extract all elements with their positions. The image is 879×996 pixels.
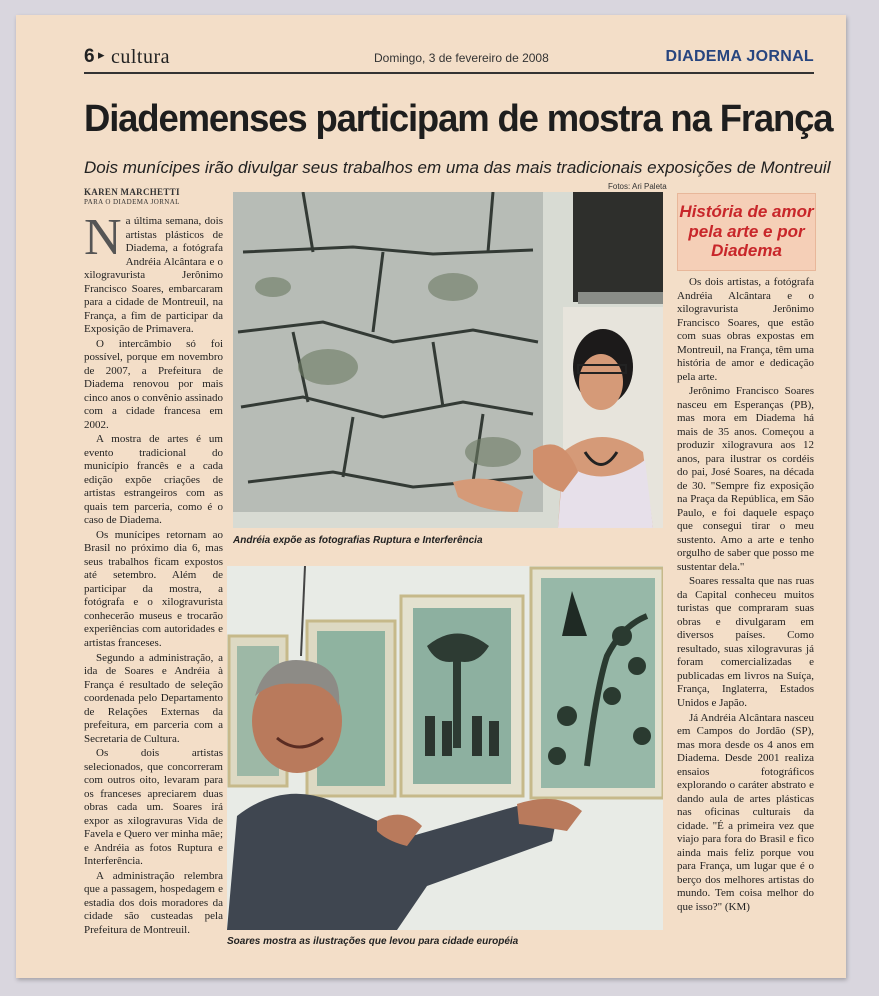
photo-credit: Fotos: Ari Paleta — [608, 182, 667, 191]
section-name: cultura — [111, 46, 171, 68]
sidebar-paragraph: Jerônimo Francisco Soares nasceu em Esperanças (PB), mas mora em Diadema há mais de 35 anos. Começou a produzir xilogravura aos 12 anos, para ilustrar os cordéis do pai, José Soares, na década de 30. "Sempre fiz exposição na Praça da República, em São Paulo, e foi daquele espaço que consegui tirar o meu sustento. Amo a arte e tenho orgulho de saber que posso me sustentar dela." — [677, 385, 814, 573]
article-paragraph: Os dois artistas selecionados, que concorreram com outros oito, levaram para os franceses apreciarem duas obras cada um. Soares irá expor as xilogravuras Vida de Favela e Quero ver minha mãe; e Andréia as fotos Ruptura e Interferência. — [84, 747, 223, 868]
issue-date: Domingo, 3 de fevereiro de 2008 — [374, 51, 549, 65]
article-paragraph: A mostra de artes é um evento tradicional do município francês e a cada edição expõe criações de artistas estrangeiros com as quais tem parceria, como é o caso de Diadema. — [84, 433, 223, 527]
photo-andreia-illustration — [233, 192, 663, 528]
sidebar-body — [677, 276, 814, 915]
photo-soares-exhibit — [227, 566, 663, 930]
article-paragraph: A administração relembra que a passagem, hospedagem e estadia dos dois moradores da cidade são custeadas pela Prefeitura de Montreuil. — [84, 869, 223, 936]
article-paragraph: Na última semana, dois artistas plásticos de Diadema, a fotógrafa Andréia Alcântara e o xilogravurista Jerônimo Francisco Soares, embarcaram para a cidade de Montreuil, na França, a fim de participar da Exposição de Primavera. — [84, 209, 223, 336]
article-paragraph: O intercâmbio só foi possível, porque em novembro de 2007, a Prefeitura de Diadema renovou por mais cinco anos o convênio assinado com a cidade francesa em 2002. — [84, 337, 223, 431]
masthead: DIADEMA JORNAL — [665, 48, 814, 65]
sidebar-title-box — [677, 193, 816, 271]
author-affiliation: PARA O DIADEMA JORNAL — [84, 198, 180, 206]
sidebar-paragraph: Soares ressalta que nas ruas da Capital conheceu muitos turistas que compraram suas obras e divulgaram em diversos países. Como resultado, suas xilogravuras já foram comercializadas e publicadas em livros na Suíça, França, Inglaterra, Estados Unidos e Japão. — [677, 575, 814, 709]
article-paragraph: Segundo a administração, a ida de Soares e Andréia à França é resultado de seleção coordenada pelo Departamento de Relações Externas da prefeitura, em parceria com a Secretaria de Cultura. — [84, 651, 223, 745]
arrow-icon: ▸ — [98, 48, 105, 63]
sidebar-title: História de amor pela arte e por Diadema — [679, 202, 814, 261]
headline: Diademenses participam de mostra na França — [84, 98, 833, 140]
subheadline: Dois munícipes irão divulgar seus trabalhos em uma das mais tradicionais exposições de Montreuil — [84, 158, 831, 177]
photo-caption: Andréia expõe as fotografias Ruptura e Interferência — [233, 535, 483, 546]
article-paragraph: Os munícipes retornam ao Brasil no próximo dia 6, mas seus trabalhos ficam expostos até setembro. Além de participar da mostra, a fotógrafa e o xilogravurista conhecerão museus e trocarão experiências com autoridades e artistas franceses. — [84, 528, 223, 649]
photo-caption: Soares mostra as ilustrações que levou para cidade européia — [227, 936, 519, 947]
page-header — [84, 48, 814, 74]
photo-andreia-exhibit — [233, 192, 663, 528]
sidebar-paragraph: Os dois artistas, a fotógrafa Andréia Alcântara e o xilogravurista Jerônimo Francisco Soares, que estão com suas obras expostas em Montreuil, na França, têm uma história de amor e dedicação pela arte. — [677, 276, 814, 383]
sidebar-paragraph: Já Andréia Alcântara nasceu em Campos do Jordão (SP), mas mora desde os 4 anos em Diadema. Desde 2001 realiza ensaios fotográficos explorando o caráter abstrato e dando aula de artes plásticas nas oficinas culturais da cidade. "É a primeira vez que viajo para fora do Brasil e fico ainda mais feliz porque vou para França, um lugar que é o berço dos melhores artistas do mundo. Tem coisa melhor do que isso?" (KM) — [677, 711, 814, 913]
article-body — [84, 209, 223, 938]
photo-soares-illustration — [227, 566, 663, 930]
page-number: 6 — [84, 46, 95, 67]
author-name: KAREN MARCHETTI — [84, 187, 180, 197]
drop-cap: N — [84, 209, 122, 266]
